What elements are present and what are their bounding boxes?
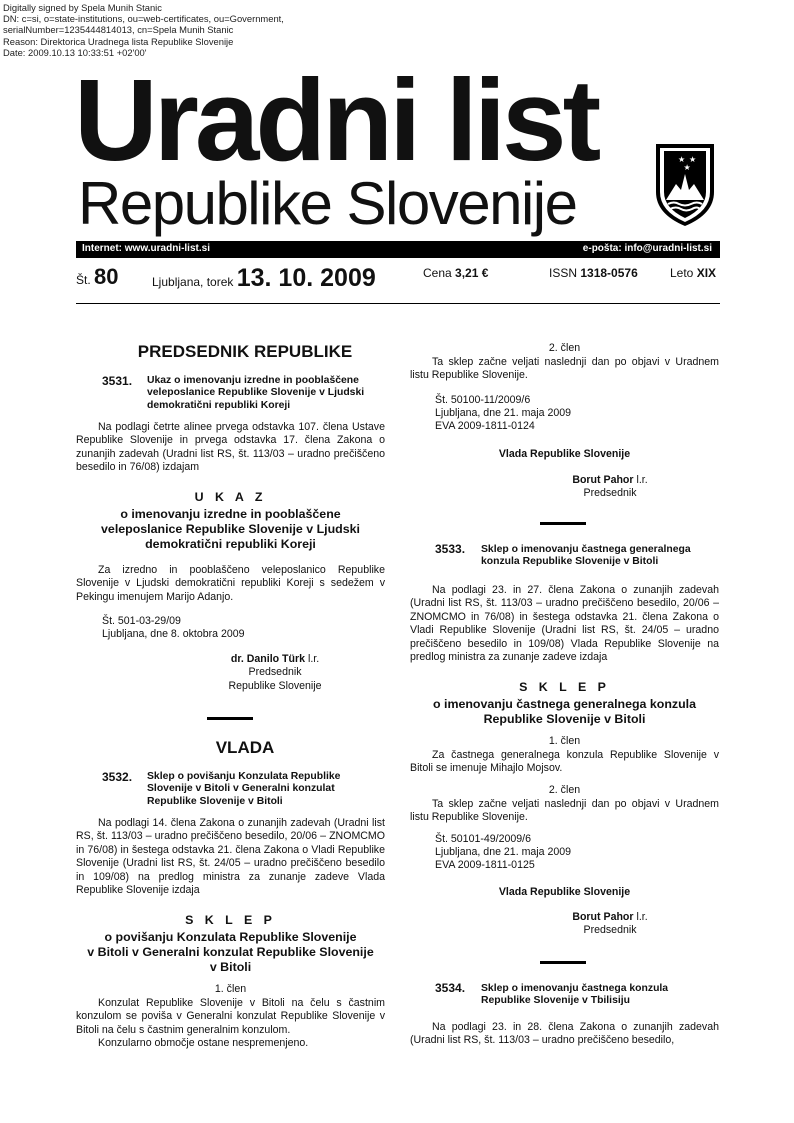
signature-line: Reason: Direktorica Uradnega lista Republike Slovenije [3,35,234,47]
act-number: 3531. [102,374,133,388]
issue-issn [549,266,638,296]
act-heading-line: veleposlanice Republike Slovenije v Ljudski [147,387,365,399]
signer [520,911,700,938]
signer-role: Republike Slovenije [228,679,322,692]
masthead-subtitle: Republike Slovenije [78,170,577,237]
article-heading: 1. člen [214,983,247,995]
svg-text:★: ★ [678,155,686,164]
signature-line: Digitally signed by Spela Munih Stanic [3,2,162,13]
year-label: Leto [670,266,694,280]
signer-name: Borut Pahor [572,474,634,486]
signature-line: DN: c=si, o=state-institutions, ou=web-certificates, ou=Government, [3,13,284,25]
act-label: U K A Z [194,490,267,504]
act-heading-line: Ukaz o imenovanju izredne in pooblaščene [147,375,359,386]
year-value: XIX [696,266,717,280]
eva-number: EVA 2009-1811-0125 [435,859,535,871]
signature-line: Date: 2009.10.13 10:33:51 +02'00' [3,46,147,58]
signer-role: Predsednik [248,666,302,679]
signer [190,653,360,693]
act-heading-line: Sklep o imenovanju častnega generalnega [481,544,691,555]
issue-year [670,266,716,296]
paragraph: Na podlagi četrte alinee prvega odstavka 107. člena Ustave Republike Slovenije in prvega odstavka 17. člena Zakona o zunanjih zadevah (Uradni list RS, št. 113/03 – uradno prečiščeno besedilo in 76/08) izdajam [76,421,385,474]
act-heading [481,544,719,569]
act-label: S K L E P [185,913,276,927]
paragraph: Na podlagi 14. člena Zakona o zunanjih zadevah (Uradni list RS, št. 113/03 – uradno prečiščeno besedilo, 20/06 – ZNOMCMO in 76/08) in šestega odstavka 21. člena Zakona o Vladi Republike Slovenije (Uradni list RS, št. 24/05 – uradno prečiščeno besedilo in 109/08) na predlog ministra za zunanje zadeve Vlada Republike Slovenije izdaja [76,817,385,897]
issue-number [76,264,119,294]
act-label: S K L E P [519,680,610,694]
date-line: Ljubljana, dne 21. maja 2009 [435,407,572,419]
act-title-line: Republike Slovenije v Bitoli [483,712,646,726]
act-number: 3534. [435,981,466,995]
svg-text:★: ★ [683,163,691,172]
masthead-contact-bar [76,241,720,258]
act-title-line: o povišanju Konzulata Republike Slovenije [104,930,357,944]
issn-label: ISSN [549,266,578,280]
signer-lr: l.r. [305,653,320,665]
reference-number: Št. 50101-49/2009/6 [435,833,532,845]
separator [207,717,253,720]
separator [540,961,586,964]
act-heading [147,375,387,412]
price-value: 3,21 € [455,266,489,280]
paragraph: Za izredno in pooblaščeno veleposlanico Republike Slovenije v Ljudski demokratični republiki Koreji s sedežem v Pekingu imenujem Marijo Adanjo. [76,564,385,603]
act-heading-line: Sklep o povišanju Konzulata Republike [147,771,341,782]
issuing-body: Vlada Republike Slovenije [498,886,631,898]
signer-name: Borut Pahor [572,911,634,923]
paragraph: Konzularno območje ostane nespremenjeno. [98,1037,309,1049]
act-heading-line: Sklep o imenovanju častnega konzula [481,983,669,994]
article-heading: 2. člen [548,784,581,796]
article-heading: 1. člen [548,735,581,747]
act-title-line: veleposlanice Republike Slovenije v Ljudski [101,522,360,536]
digital-signature [3,2,284,58]
separator [540,522,586,525]
signer-lr: l.r. [633,911,648,923]
issue-price [423,266,488,296]
price-label: Cena [423,266,452,280]
act-title [76,930,385,975]
act-title-line: v Bitoli v Generalni konzulat Republike Slovenije [87,945,374,959]
masthead-title: Uradni list [74,55,598,185]
act-heading-line: demokratični republiki Koreji [147,399,291,411]
date-line: Ljubljana, dne 21. maja 2009 [435,846,572,858]
eva-number: EVA 2009-1811-0124 [435,420,535,432]
paragraph: Na podlagi 23. in 28. člena Zakona o zunanjih zadevah (Uradni list RS, št. 113/03 – uradno prečiščeno besedilo, [410,1021,719,1047]
header-divider [76,303,720,304]
act-heading-line: Slovenije v Bitoli v Generalni konzulat [147,783,335,795]
act-heading-line: konzula Republike Slovenije v Bitoli [481,556,659,568]
act-title-line: v Bitoli [209,960,252,974]
act-number: 3533. [435,542,466,556]
internet-link[interactable]: Internet: www.uradni-list.si [82,243,210,254]
signer-name: dr. Danilo Türk [230,653,306,665]
reference-number: Št. 50100-11/2009/6 [435,394,531,406]
section-heading-government: VLADA [215,738,275,757]
act-heading [147,771,387,808]
reference-number: Št. 501-03-29/09 [102,615,181,627]
signer-lr: l.r. [633,474,648,486]
act-title [410,697,719,727]
coat-of-arms-icon [650,140,720,228]
signature-line: serialNumber=1235444814013, cn=Spela Munih Stanic [3,24,234,36]
signer [520,474,700,501]
act-title-line: o imenovanju častnega generalnega konzula [432,697,697,711]
issue-number-value: 80 [94,264,119,289]
act-heading-line: Republike Slovenije v Bitoli [147,795,283,807]
act-title-line: demokratični republiki Koreji [145,537,316,551]
date-line: Ljubljana, dne 8. oktobra 2009 [102,628,245,640]
paragraph: Ta sklep začne veljati naslednji dan po objavi v Uradnem listu Republike Slovenije. [410,798,719,824]
svg-text:★: ★ [689,155,697,164]
act-heading [481,983,719,1008]
issue-number-label: Št. [76,273,91,287]
paragraph: Za častnega generalnega konzula Republike Slovenije v Bitoli se imenuje Mihajlo Mojsov. [410,749,719,775]
issn-value: 1318-0576 [580,266,638,280]
paragraph: Konzulat Republike Slovenije v Bitoli na čelu s častnim konzulom se poviša v Generalni konzulat Republike Slovenije v Bitoli na čelu s častnim generalnim konzulom. [76,997,385,1036]
issuing-body: Vlada Republike Slovenije [498,448,631,460]
issue-date-value: 13. 10. 2009 [236,264,376,292]
email-link[interactable]: e-pošta: info@uradni-list.si [582,243,712,254]
signer-role: Predsednik [583,924,637,937]
section-heading-president: PREDSEDNIK REPUBLIKE [137,342,353,361]
paragraph: Na podlagi 23. in 27. člena Zakona o zunanjih zadevah (Uradni list RS, št. 113/03 – uradno prečiščeno besedilo, 20/06 – ZNOMCMO in 76/08) in šestega odstavka 21. člena Zakona o Vladi Republike Slovenije (Uradni list RS, št. 24/05 – uradno prečiščeno besedilo in 109/08) Vlada Republike Slovenije na predlog ministra za zunanje zadeve izdaja [410,584,719,664]
issue-date [152,264,376,294]
article-heading: 2. člen [548,342,581,354]
paragraph: Ta sklep začne veljati naslednji dan po objavi v Uradnem listu Republike Slovenije. [410,356,719,382]
act-title-line: o imenovanju izredne in pooblaščene [120,507,341,521]
issue-place-day: Ljubljana, torek [152,275,234,289]
act-title [76,507,385,552]
act-number: 3532. [102,770,133,784]
signer-role: Predsednik [583,487,637,500]
act-heading-line: Republike Slovenije v Tbilisiju [481,995,630,1007]
